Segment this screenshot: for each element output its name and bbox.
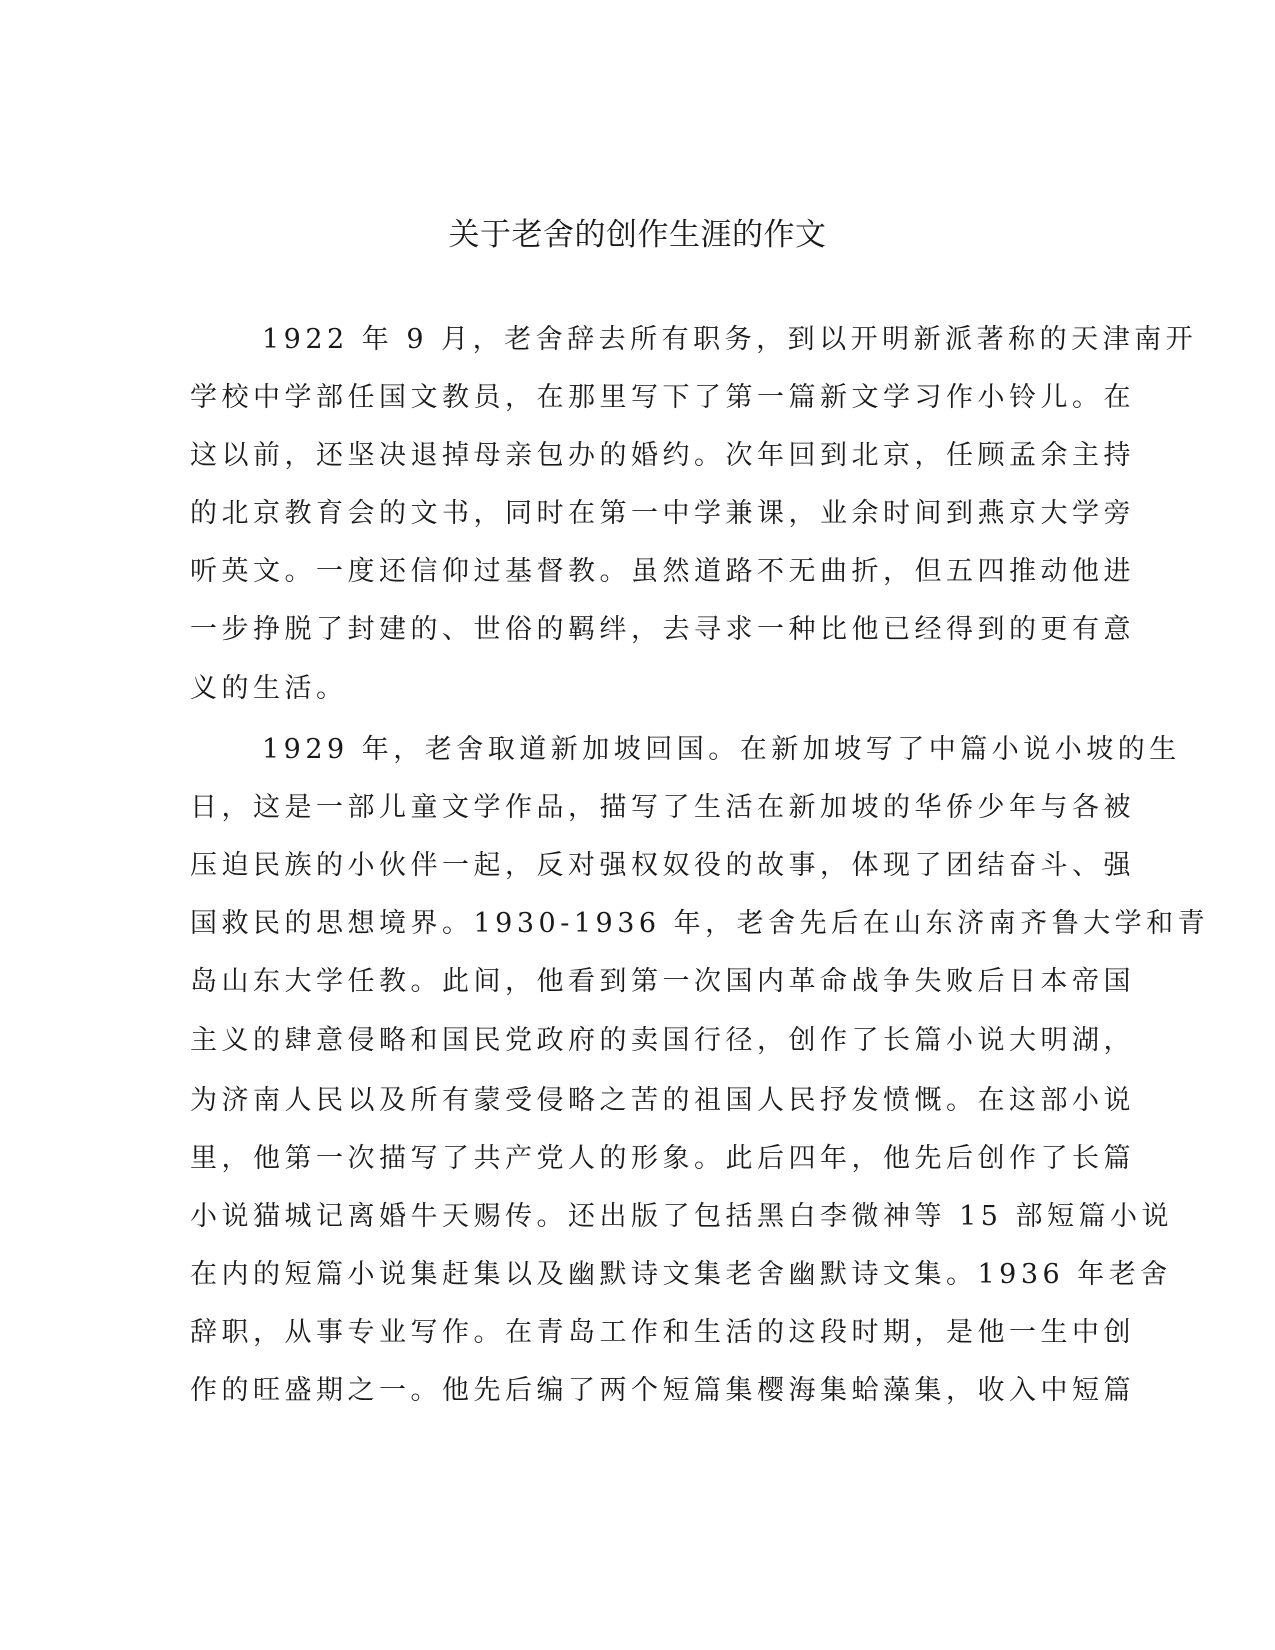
paragraph-2-line-9: 小说猫城记离婚牛天赐传。还出版了包括黑白李微神等 15 部短篇小说 [190, 1201, 1174, 1232]
paragraph-2-line-10: 在内的短篇小说集赶集以及幽默诗文集老舍幽默诗文集。1936 年老舍 [190, 1259, 1172, 1290]
paragraph-2-line-6: 主义的肆意侵略和国民党政府的卖国行径，创作了长篇小说大明湖， [190, 1025, 1135, 1056]
paragraph-1-line-2: 学校中学部任国文教员，在那里写下了第一篇新文学习作小铃儿。在 [190, 382, 1135, 413]
paragraph-1-line-6: 一步挣脱了封建的、世俗的羁绊，去寻求一种比他已经得到的更有意 [190, 614, 1135, 645]
paragraph-2-line-1: 1929 年，老舍取道新加坡回国。在新加坡写了中篇小说小坡的生 [262, 734, 1181, 765]
paragraph-2-line-11: 辞职，从事专业写作。在青岛工作和生活的这段时期，是他一生中创 [190, 1317, 1135, 1348]
paragraph-2-line-2: 日，这是一部儿童文学作品，描写了生活在新加坡的华侨少年与各被 [190, 792, 1135, 823]
paragraph-2-line-8: 里，他第一次描写了共产党人的形象。此后四年，他先后创作了长篇 [190, 1143, 1135, 1174]
paragraph-1-line-1: 1922 年 9 月，老舍辞去所有职务，到以开明新派著称的天津南开 [262, 324, 1198, 355]
paragraph-2-line-7: 为济南人民以及所有蒙受侵略之苦的祖国人民抒发愤慨。在这部小说 [190, 1085, 1135, 1116]
paragraph-1-line-4: 的北京教育会的文书，同时在第一中学兼课，业余时间到燕京大学旁 [190, 498, 1135, 529]
paragraph-2-line-3: 压迫民族的小伙伴一起，反对强权奴役的故事，体现了团结奋斗、强 [190, 850, 1135, 881]
paragraph-1-line-3: 这以前，还坚决退掉母亲包办的婚约。次年回到北京，任顾孟余主持 [190, 440, 1135, 471]
document-title: 关于老舍的创作生涯的作文 [448, 217, 827, 253]
paragraph-2-line-12: 作的旺盛期之一。他先后编了两个短篇集樱海集蛤藻集，收入中短篇 [190, 1375, 1135, 1406]
paragraph-1-line-5: 听英文。一度还信仰过基督教。虽然道路不无曲折，但五四推动他进 [190, 556, 1135, 587]
paragraph-2-line-5: 岛山东大学任教。此间，他看到第一次国内革命战争失败后日本帝国 [190, 966, 1135, 997]
paragraph-2-line-4: 国救民的思想境界。1930-1936 年，老舍先后在山东济南齐鲁大学和青 [190, 908, 1210, 939]
paragraph-1-line-7: 义的生活。 [190, 673, 348, 704]
